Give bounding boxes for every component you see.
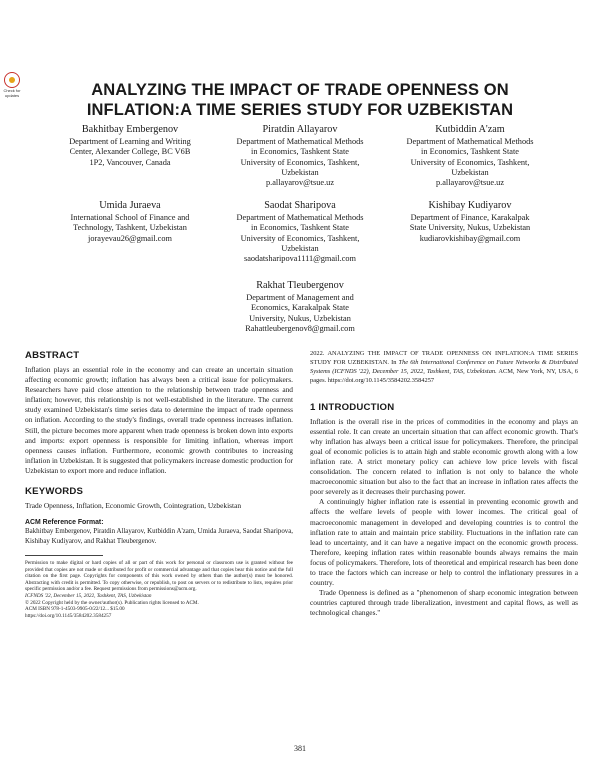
affiliation-line: Department of Mathematical Methods [236,137,364,146]
author-email[interactable]: jorayevau26@gmail.com [88,233,172,243]
intro-paragraph-3: Trade Openness is defined as a "phenomenon of sharp economic integration between countries captured through trade liberalization, investment and capital flows, as well as technological changes." [310,588,578,618]
author-name: Kishibay Kudiyarov [428,200,512,211]
author-email[interactable]: saodatsharipova1111@gmail.com [243,254,357,264]
citation-block [310,350,578,386]
acm-reference-text: Bakhitbay Embergenov, Piratdin Allayarov, Kutbiddin A'zam, Umida Juraeva, Saodat Sharipova, Kishibay Kudiyarov, and Rakhat Tleubergenov. [25,528,293,545]
check-for-updates-badge[interactable] [2,72,22,98]
citation-venue: The 6th International Conference on Future Networks & Distributed Systems (ICFNDS '22), December 15, 2022, Tashkent, TAS, Uzbekistan. [310,358,578,375]
title-line-1: ANALYZING THE IMPACT OF TRADE OPENNESS ON [91,81,509,99]
permission-notice: Permission to make digital or hard copies of all or part of this work for personal or classroom use is granted without fee provided that copies are not made or distributed for profit or commercial advantage and that copies bear this notice and the full citation on the first page. Copyrights for components of this work owned by others than the author(s) must be honored. Abstracting with credit is permitted. To copy otherwise, or republish, to post on servers or to redistribute to lists, requires prior specific permission and/or a fee. Request permissions from permissions@acm.org. [25,559,293,593]
page-number: 381 [294,744,306,753]
conference-line: ICFNDS '22, December 15, 2022, Tashkent, TAS, Uzbekistan [25,592,152,599]
abstract-heading: ABSTRACT [25,350,80,361]
author-name: Saodat Sharipova [264,200,336,211]
author-name: Kutbiddin A'zam [435,124,505,135]
affiliation-line: in Economics, Tashkent State [421,147,519,157]
author-6 [384,200,556,244]
affiliation-line: Uzbekistan [281,167,319,177]
affiliation-line: Economics, Karakalpak State [251,303,349,313]
affiliation-line: University, Nukus, Uzbekistan [249,313,351,323]
affiliation-line: University of Economics, Tashkent, [240,233,360,243]
paper-title [40,80,560,120]
check-for-updates-label: Check for updates [3,88,21,98]
affiliation-line: Department of Learning and Writing [69,137,191,146]
introduction-heading: 1 INTRODUCTION [310,401,395,413]
affiliation-line: Center, Alexander College, BC V6B [69,147,191,157]
affiliation-line: 1P2, Vancouver, Canada [89,157,171,167]
author-5 [214,200,386,264]
author-2 [214,124,386,188]
affiliation-line: Technology, Tashkent, Uzbekistan [73,223,187,233]
left-column [25,350,293,619]
title-line-2: INFLATION:A TIME SERIES STUDY FOR UZBEKISTAN [86,101,514,119]
affiliation-line: Department of Finance, Karakalpak [410,213,530,222]
author-name: Rakhat Tleubergenov [256,280,344,291]
author-email[interactable]: kudiarovkishibay@gmail.com [419,233,521,243]
author-7 [214,280,386,334]
author-1 [44,124,216,168]
affiliation-line: Uzbekistan [281,243,319,253]
doi-link[interactable]: https://doi.org/10.1145/3584202.3584257 [25,612,112,619]
author-name: Umida Juraeva [99,200,161,211]
crossmark-icon [4,72,20,88]
affiliation-line: International School of Finance and [70,213,190,222]
affiliation-line: Department of Mathematical Methods [406,137,534,146]
affiliation-line: University of Economics, Tashkent, [240,157,360,167]
author-email[interactable]: p.allayarov@tsue.uz [436,178,504,188]
acm-reference-heading: ACM Reference Format: [25,519,104,527]
author-email[interactable]: p.allayarov@tsue.uz [266,178,334,188]
keywords-heading: KEYWORDS [25,486,84,498]
abstract-text: Inflation plays an essential role in the economy and can create an uncertain situation affecting economic growth; inflation has always been a critical issue for policymakers. Researchers have paid close attention to the relationship between trade openness and inflation; however, this relationship is not well-established in the literature. The current study examined Uzbekistan's time series data to determine the impact of trade openness on inflation. According to the study's findings, overall trade openness increases inflation. Still, the picture becomes more apparent when trade openness is broken down into exports and imports: export openness is responsible for limiting inflation, whereas import openness causes inflation. Furthermore, economic growth contributes to increasing inflation in Uzbekistan. It is suggested that policymakers increase domestic production for Uzbekistan to export more and reduce inflation. [25,365,293,475]
affiliation-line: Uzbekistan [451,167,489,177]
author-email[interactable]: Rahattleubergenov8@gmail.com [245,323,355,333]
citation-tail: ACM, New York, NY, USA, 6 pages. https://doi.org/10.1145/3584202.3584257 [310,367,578,384]
copyright-line: © 2022 Copyright held by the owner/author(s). Publication rights licensed to ACM. [25,599,199,606]
author-3 [384,124,556,188]
author-name: Piratdin Allayarov [262,124,338,135]
footnote-divider [25,555,103,556]
author-4 [44,200,216,244]
keywords-text: Trade Openness, Inflation, Economic Growth, Cointegration, Uzbekistan [25,501,242,511]
author-name: Bakhitbay Embergenov [81,124,179,135]
affiliation-line: in Economics, Tashkent State [251,223,349,233]
affiliation-line: State University, Nukus, Uzbekistan [409,223,531,233]
affiliation-line: University of Economics, Tashkent, [410,157,530,167]
affiliation-line: Department of Mathematical Methods [236,213,364,222]
intro-paragraph-1: Inflation is the overall rise in the prices of commodities in the economy and plays an essential role. It can create an uncertain situation that can affect economic growth. That's why inflation has always been a critical issue for policymakers. Therefore, the principal goal of economic policies is to attain high and stable economic growth along with a low inflation rate. A strict monetary policy can achieve low price levels with fiscal consolidation. The concern related to inflation is not only to balance the whole macroeconomic situation but also to the fact that an increase in inflation rates affects the poor severely as it decreases their purchasing power. [310,416,578,497]
citation-title: 2022. ANALYZING THE IMPACT OF TRADE OPENNESS ON INFLATION:A TIME SERIES STUDY FOR UZBEKISTAN. In [310,350,578,366]
right-column [310,350,578,619]
affiliation-line: in Economics, Tashkent State [251,147,349,157]
intro-paragraph-2: A continuingly higher inflation rate is essential in preventing economic growth and affects the welfare levels of people with lower incomes. The critical goal of macroeconomic management in developed and developing countries is to control the inflation rate to attain and maintain price stability. Fluctuations in the inflation rate can lead to uncertainty, and it can have a negative impact on the economic growth process. Therefore, keeping inflation rates within reasonable bounds always remains the main focus of policymakers. Therefore, lots of theoretical and empirical research has been done to trace the factors which can increase or help to control the inflationary pressures in a country. [310,497,578,588]
affiliation-line: Department of Management and [246,293,354,302]
isbn-line: ACM ISBN 978-1-4503-9905-0/22/12... $15.00 [25,606,125,613]
